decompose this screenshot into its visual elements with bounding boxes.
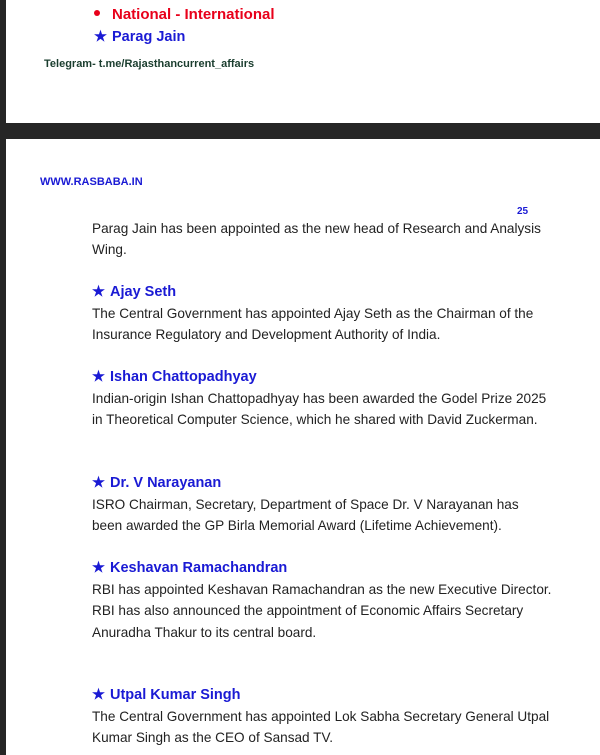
site-url[interactable]: WWW.RASBABA.IN bbox=[40, 176, 143, 188]
paragraph: The Central Government has appointed Lok Sabha Secretary General Utpal Kumar Singh as the CEO of Sansad TV. bbox=[92, 709, 550, 746]
person-heading-v-narayanan bbox=[92, 475, 221, 491]
person-name: Ishan Chattopadhyay bbox=[110, 369, 257, 385]
person-name: Dr. V Narayanan bbox=[110, 475, 222, 491]
page-main bbox=[6, 139, 600, 755]
paragraph: Indian-origin Ishan Chattopadhyay has been awarded the Godel Prize 2025 in Theoretical Computer Science, which he shared with David Zuckerman. bbox=[92, 391, 547, 428]
entry-body bbox=[92, 579, 552, 643]
person-name: Keshavan Ramachandran bbox=[110, 560, 288, 576]
paragraph: ISRO Chairman, Secretary, Department of Space Dr. V Narayanan has been awarded the GP Birla Memorial Award (Lifetime Achievement). bbox=[92, 497, 519, 534]
person-heading-ajay-seth bbox=[92, 284, 176, 300]
person-name: Utpal Kumar Singh bbox=[110, 687, 241, 703]
paragraph: RBI has appointed Keshavan Ramachandran as the new Executive Director. bbox=[92, 582, 552, 597]
paragraph: Parag Jain has been appointed as the new head of Research and Analysis Wing. bbox=[92, 221, 541, 258]
star-icon: ★ bbox=[92, 687, 105, 703]
person-heading-utpal-kumar-singh bbox=[92, 687, 241, 703]
entry-body bbox=[92, 494, 552, 537]
star-icon: ★ bbox=[92, 475, 105, 491]
star-icon: ★ bbox=[94, 29, 107, 45]
person-name: Ajay Seth bbox=[110, 284, 177, 300]
page-top bbox=[6, 0, 600, 123]
section-heading bbox=[94, 6, 275, 23]
paragraph: RBI has also announced the appointment of Economic Affairs Secretary Anuradha Thakur to its central board. bbox=[92, 603, 524, 640]
person-heading-ishan-chattopadhyay bbox=[92, 369, 257, 385]
paragraph: The Central Government has appointed Ajay Seth as the Chairman of the Insurance Regulatory and Development Authority of India. bbox=[92, 306, 534, 343]
bullet-dot-icon bbox=[94, 10, 100, 16]
person-name: Parag Jain bbox=[112, 29, 186, 45]
entry-body bbox=[92, 388, 552, 431]
person-heading-parag-jain bbox=[94, 29, 185, 45]
star-icon: ★ bbox=[92, 560, 105, 576]
entry-body bbox=[92, 706, 552, 749]
section-label: National - International bbox=[112, 6, 275, 23]
person-heading-keshavan-ramachandran bbox=[92, 560, 287, 576]
intro-paragraph bbox=[92, 218, 552, 261]
star-icon: ★ bbox=[92, 369, 105, 385]
page-number: 25 bbox=[517, 206, 529, 217]
entry-body bbox=[92, 303, 552, 346]
telegram-link[interactable]: Telegram- t.me/Rajasthancurrent_affairs bbox=[44, 58, 255, 70]
star-icon: ★ bbox=[92, 284, 105, 300]
